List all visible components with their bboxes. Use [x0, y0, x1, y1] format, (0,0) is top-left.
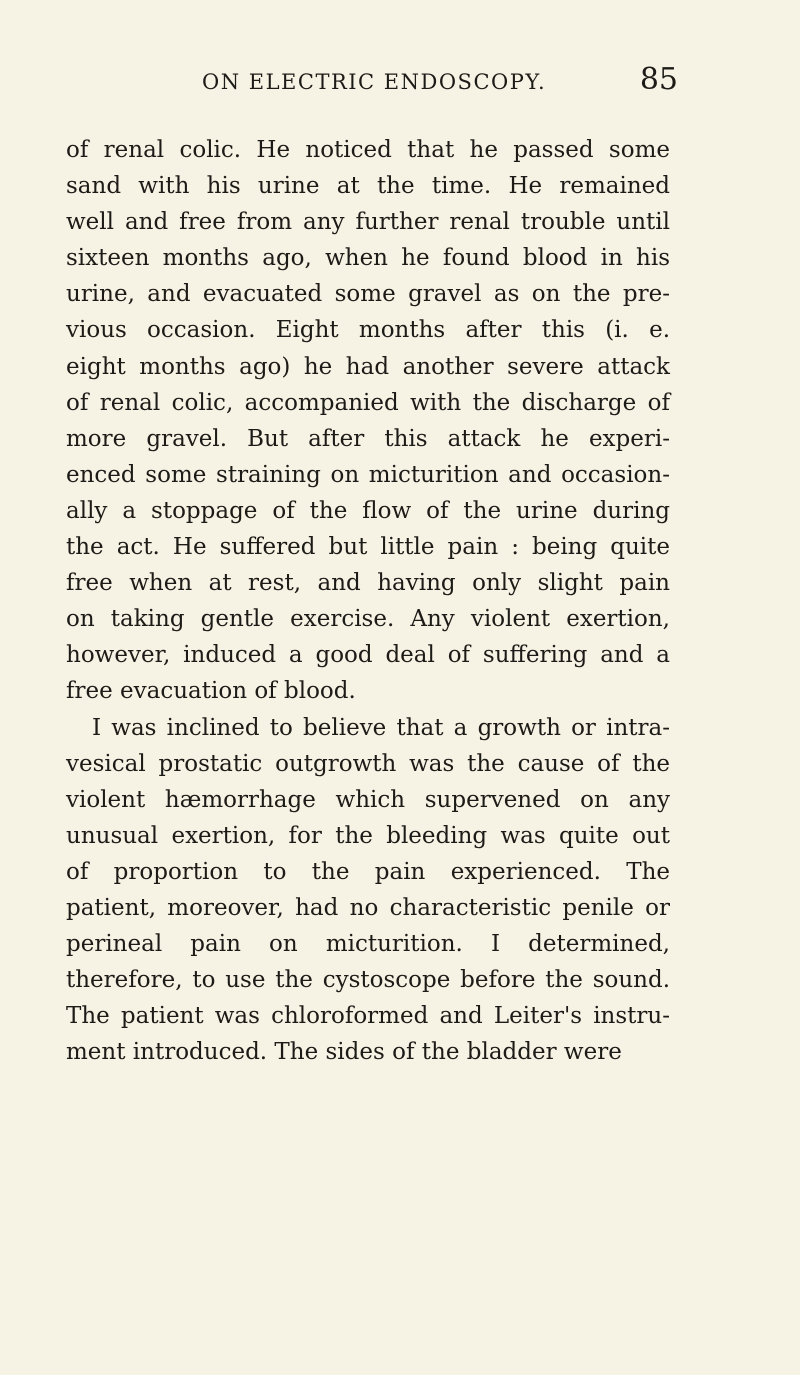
text-line: of renal colic, accompanied with the discharge of [66, 389, 670, 416]
page-number: 85 [639, 62, 678, 97]
text-line: of renal colic. He noticed that he passed some [66, 137, 670, 163]
text-line: urine, and evacuated some gravel as on the pre- [66, 281, 670, 308]
text-line: of proportion to the pain experienced. The [66, 858, 670, 885]
text-line: well and free from any further renal trouble until [66, 209, 670, 236]
text-line: the act. He suffered but little pain : being quite [66, 534, 670, 561]
running-head [66, 62, 678, 102]
text-line: I was inclined to believe that a growth or intra- [92, 714, 670, 741]
text-line: sand with his urine at the time. He remained [66, 173, 670, 200]
text-line: free when at rest, and having only slight pain [66, 570, 670, 597]
text-line: eight months ago) he had another severe attack [66, 353, 670, 380]
text-line: enced some straining on micturition and occasion- [66, 461, 670, 488]
text-line: unusual exertion, for the bleeding was quite out [66, 822, 670, 849]
text-line: ment introduced. The sides of the bladder were [66, 1039, 622, 1066]
text-line: sixteen months ago, when he found blood in his [66, 245, 670, 272]
text-line: more gravel. But after this attack he experi- [66, 425, 670, 452]
text-line: therefore, to use the cystoscope before the sound. [66, 967, 670, 994]
text-line: patient, moreover, had no characteristic penile or [66, 894, 670, 921]
text-line: free evacuation of blood. [66, 678, 356, 705]
running-title: ON ELECTRIC ENDOSCOPY. [202, 70, 547, 94]
text-line: The patient was chloroformed and Leiter's instru- [66, 1003, 670, 1030]
text-line: vious occasion. Eight months after this (i. e. [66, 317, 670, 344]
body-text [66, 132, 670, 1070]
text-line: perineal pain on micturition. I determined, [66, 931, 670, 958]
text-line: violent hæmorrhage which supervened on any [66, 786, 670, 813]
text-line: ally a stoppage of the flow of the urine during [66, 497, 670, 524]
text-line: vesical prostatic outgrowth was the cause of the [66, 750, 670, 777]
text-line: on taking gentle exercise. Any violent exertion, [66, 606, 670, 633]
text-line: however, induced a good deal of suffering and a [66, 642, 670, 669]
